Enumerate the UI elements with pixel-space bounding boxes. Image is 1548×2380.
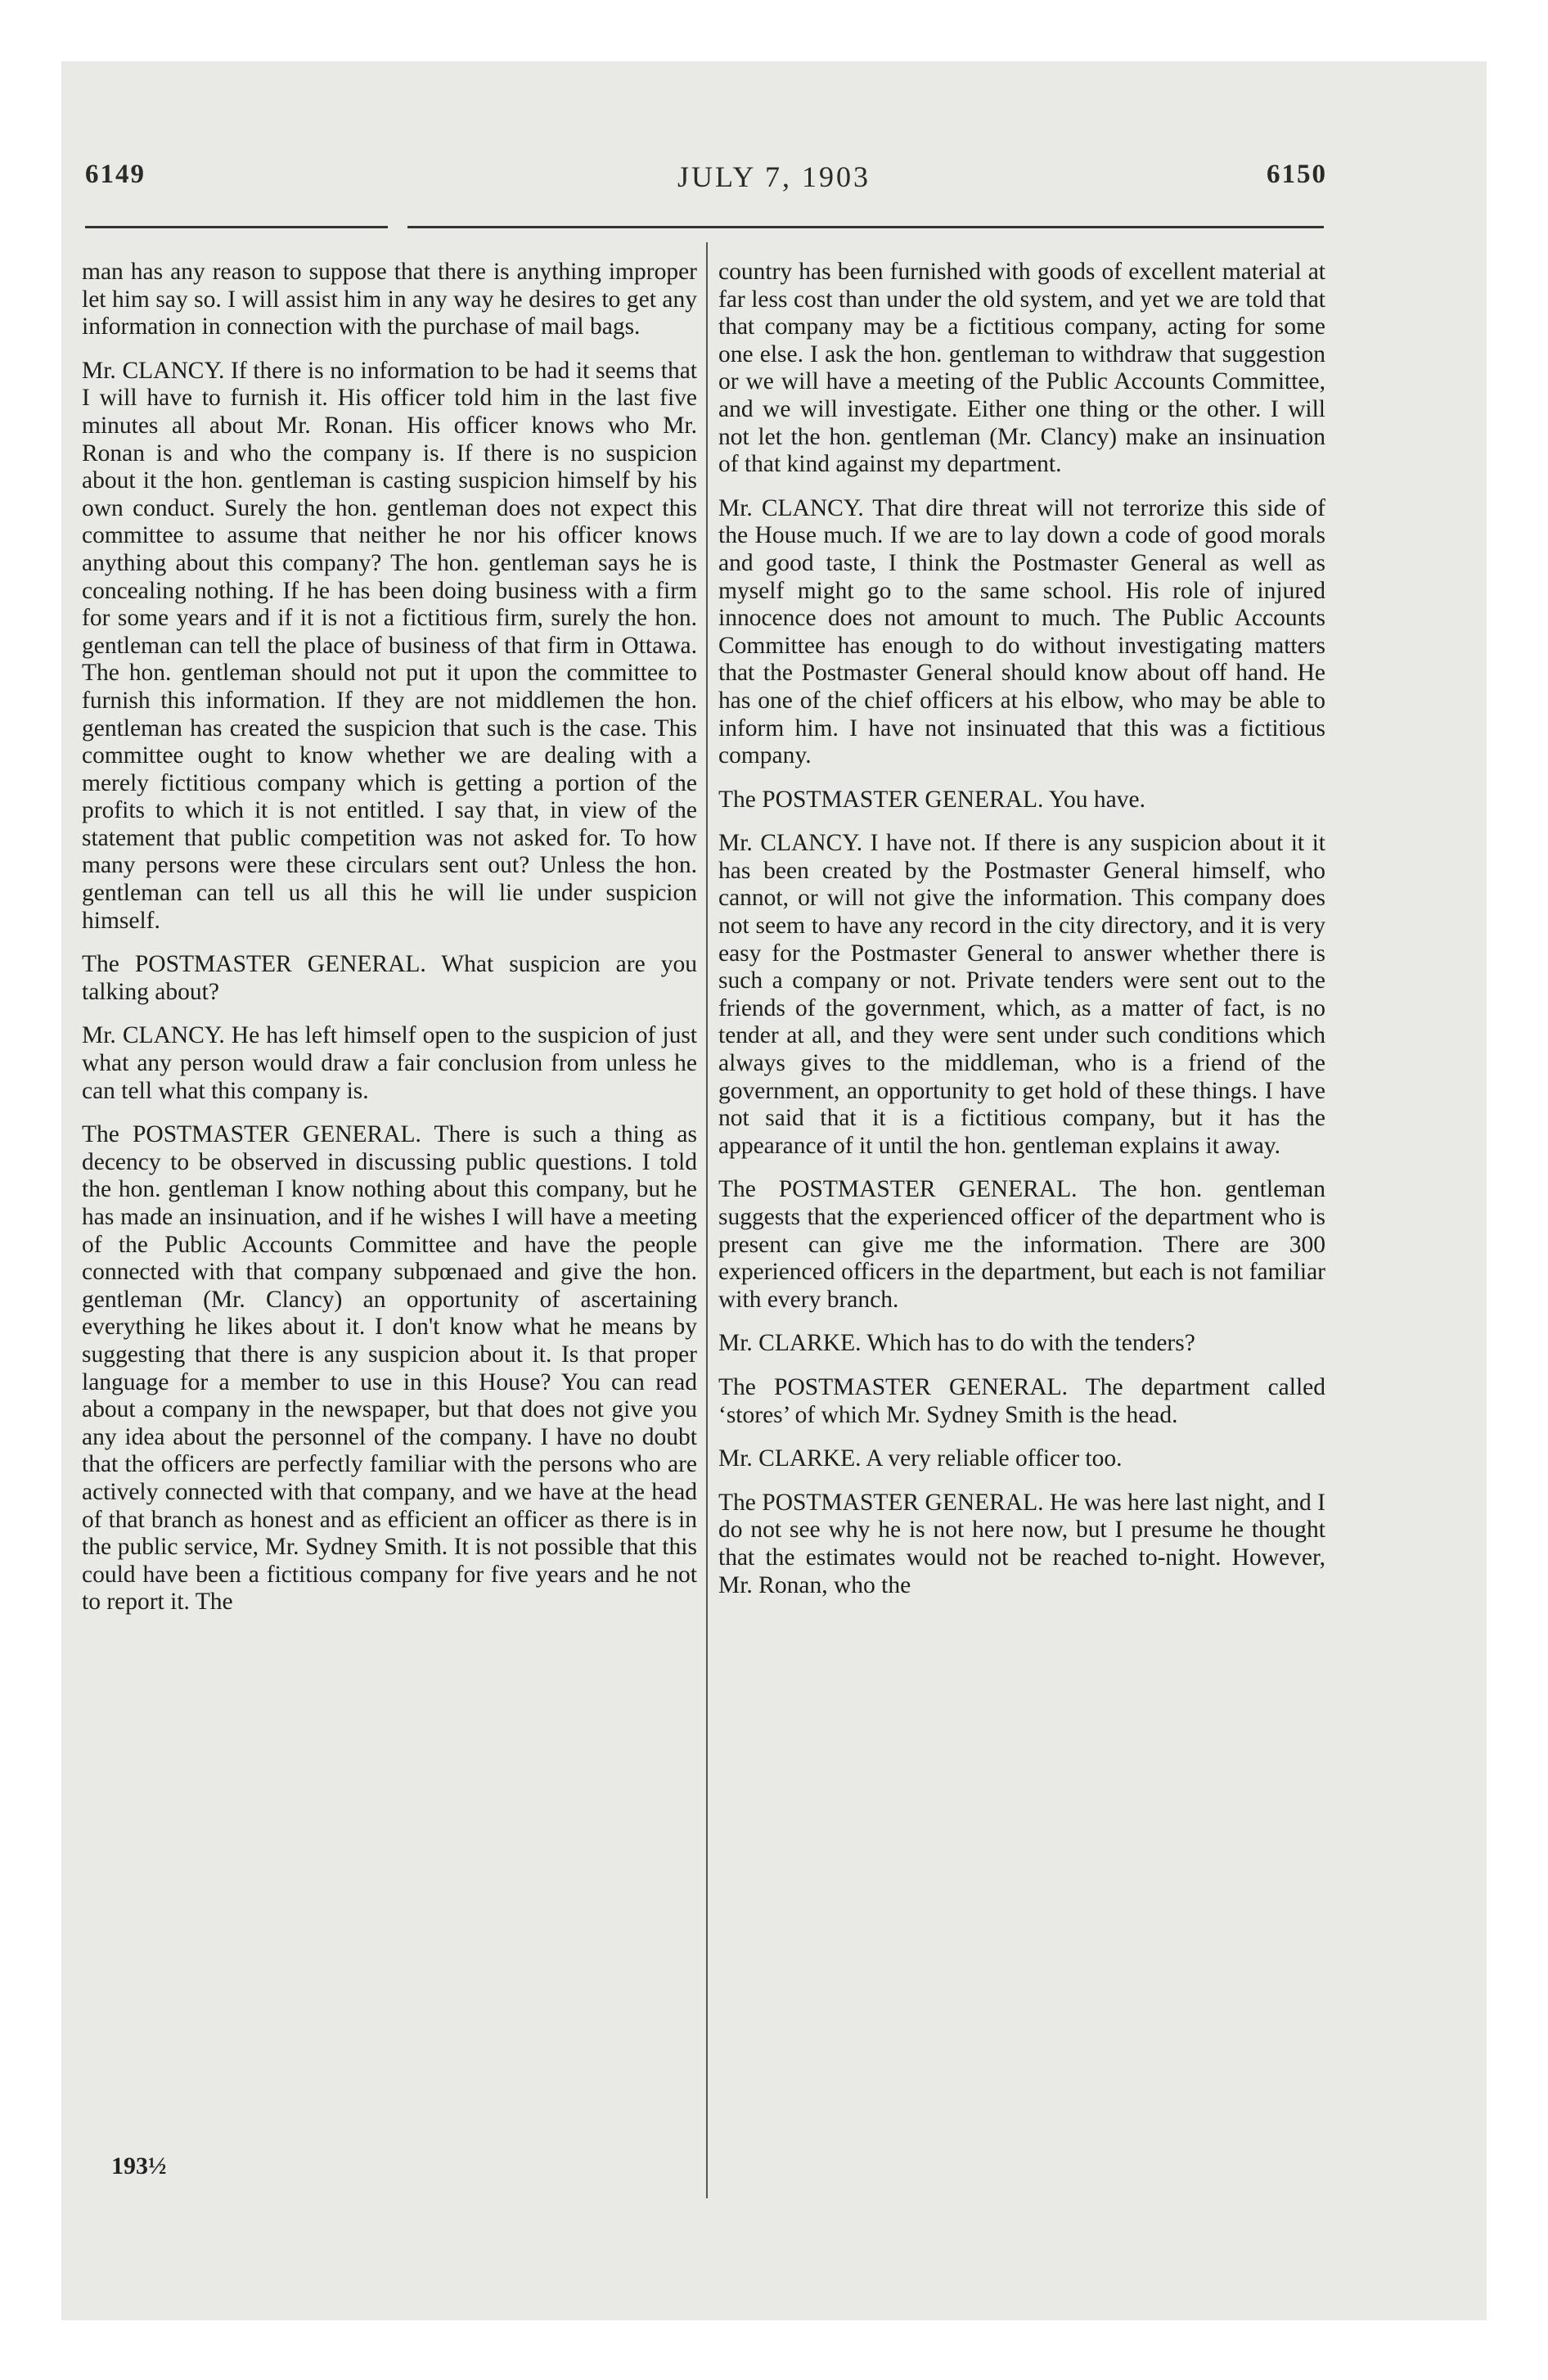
column-divider xyxy=(706,242,708,2198)
paragraph: The POSTMASTER GENERAL. You have. xyxy=(718,786,1145,813)
paragraph: The POSTMASTER GENERAL. The hon. gentleman suggests that the experienced officer of the department who is present can give me the information. There are 300 experienced officers in the department, but each is not familiar with every branch. xyxy=(718,1176,1325,1313)
paragraph: Mr. CLARKE. A very reliable officer too. xyxy=(718,1445,1123,1472)
left-column xyxy=(82,259,697,1633)
paragraph: The POSTMASTER GENERAL. There is such a thing as decency to be observed in discussing public questions. I told the hon. gentleman I know nothing about this company, but he has made an insinuation, and if he wishes I will have a meeting of the Public Accounts Committee and have the people connected with that company subpœnaed and give the hon. gentleman (Mr. Clancy) an opportunity of ascertaining everything he likes about it. I don't know what he means by suggesting that there is any suspicion about it. Is that proper language for a member to use in this House? You can read about a company in the newspaper, but that does not give you any idea about the personnel of the company. I have no doubt that the officers are perfectly familiar with the persons who are actively connected with that company, and we have at the head of that branch as honest and as efficient an officer as there is in the public service, Mr. Sydney Smith. It is not possible that this could have been a fictitious company for five years and he not to report it. The xyxy=(82,1121,697,1616)
paragraph: Mr. CLANCY. That dire threat will not terrorize this side of the House much. If we are to lay down a code of good morals and good taste, I think the Postmaster General as well as myself might go to the same school. His role of injured innocence does not amount to much. The Public Accounts Committee has enough to do without investigating matters that the Postmaster General should know about off hand. He has one of the chief officers at his elbow, who may be able to inform him. I have not insinuated that this was a fictitious company. xyxy=(718,494,1325,769)
left-page-number: 6149 xyxy=(85,160,146,189)
paragraph: The POSTMASTER GENERAL. The department called ‘stores’ of which Mr. Sydney Smith is the head. xyxy=(718,1373,1325,1428)
paragraph: The POSTMASTER GENERAL. He was here last night, and I do not see why he is not here now, but I presume he thought that the estimates would not be reached to-night. However, Mr. Ronan, who the xyxy=(718,1489,1325,1598)
paragraph: man has any reason to suppose that there is anything improper let him say so. I will assist him in any way he desires to get any information in connection with the purchase of mail bags. xyxy=(82,259,697,340)
paragraph: Mr. CLANCY. If there is no information to be had it seems that I will have to furnish it. His officer told him in the last five minutes all about Mr. Ronan. His officer knows who Mr. Ronan is and who the company is. If there is no suspicion about it the hon. gentleman is casting suspicion himself by his own conduct. Surely the hon. gentleman does not expect this committee to assume that neither he nor his officer knows anything about this company? The hon. gentleman says he is concealing nothing. If he has been doing business with a firm for some years and if it is not a fictitious firm, surely the hon. gentleman can tell the place of business of that firm in Ottawa. The hon. gentleman should not put it upon the committee to furnish this information. If they are not middlemen the hon. gentleman has created the suspicion that such is the case. This committee ought to know whether we are dealing with a merely fictitious company which is getting a portion of the profits to which it is not entitled. I say that, in view of the statement that public competition was not asked for. To how many persons were these circulars sent out? Unless the hon. gentleman can tell us all this he will lie under suspicion himself. xyxy=(82,357,697,934)
paragraph: Mr. CLANCY. I have not. If there is any suspicion about it it has been created by the Postmaster General himself, who cannot, or will not give the information. This company does not seem to have any record in the city directory, and it is very easy for the Postmaster General to answer whether there is such a company or not. Private tenders were sent out to the friends of the government, which, as a matter of fact, is no tender at all, and they were sent under such conditions which always gives to the middleman, who is a friend of the government, an opportunity to get hold of these things. I have not said that it is a fictitious company, but it has the appearance of it until the hon. gentleman explains it away. xyxy=(718,830,1325,1159)
right-page-number: 6150 xyxy=(1267,160,1327,189)
paragraph: Mr. CLARKE. Which has to do with the tenders? xyxy=(718,1330,1195,1357)
paragraph: Mr. CLANCY. He has left himself open to the suspicion of just what any person would draw a fair conclusion from unless he can tell what this company is. xyxy=(82,1022,697,1104)
right-column xyxy=(718,259,1325,1616)
signature-mark: 193½ xyxy=(111,2152,167,2179)
paragraph: country has been furnished with goods of excellent material at far less cost than under the old system, and yet we are told that that company may be a fictitious company, acting for some one else. I ask the hon. gentleman to withdraw that suggestion or we will have a meeting of the Public Accounts Committee, and we will investigate. Either one thing or the other. I will not let the hon. gentleman (Mr. Clancy) make an insinuation of that kind against my department. xyxy=(718,259,1325,478)
header-rule-left xyxy=(85,226,388,228)
header-rule-right xyxy=(407,226,1324,228)
paragraph: The POSTMASTER GENERAL. What suspicion are you talking about? xyxy=(82,951,697,1005)
page-date: JULY 7, 1903 xyxy=(677,160,871,193)
